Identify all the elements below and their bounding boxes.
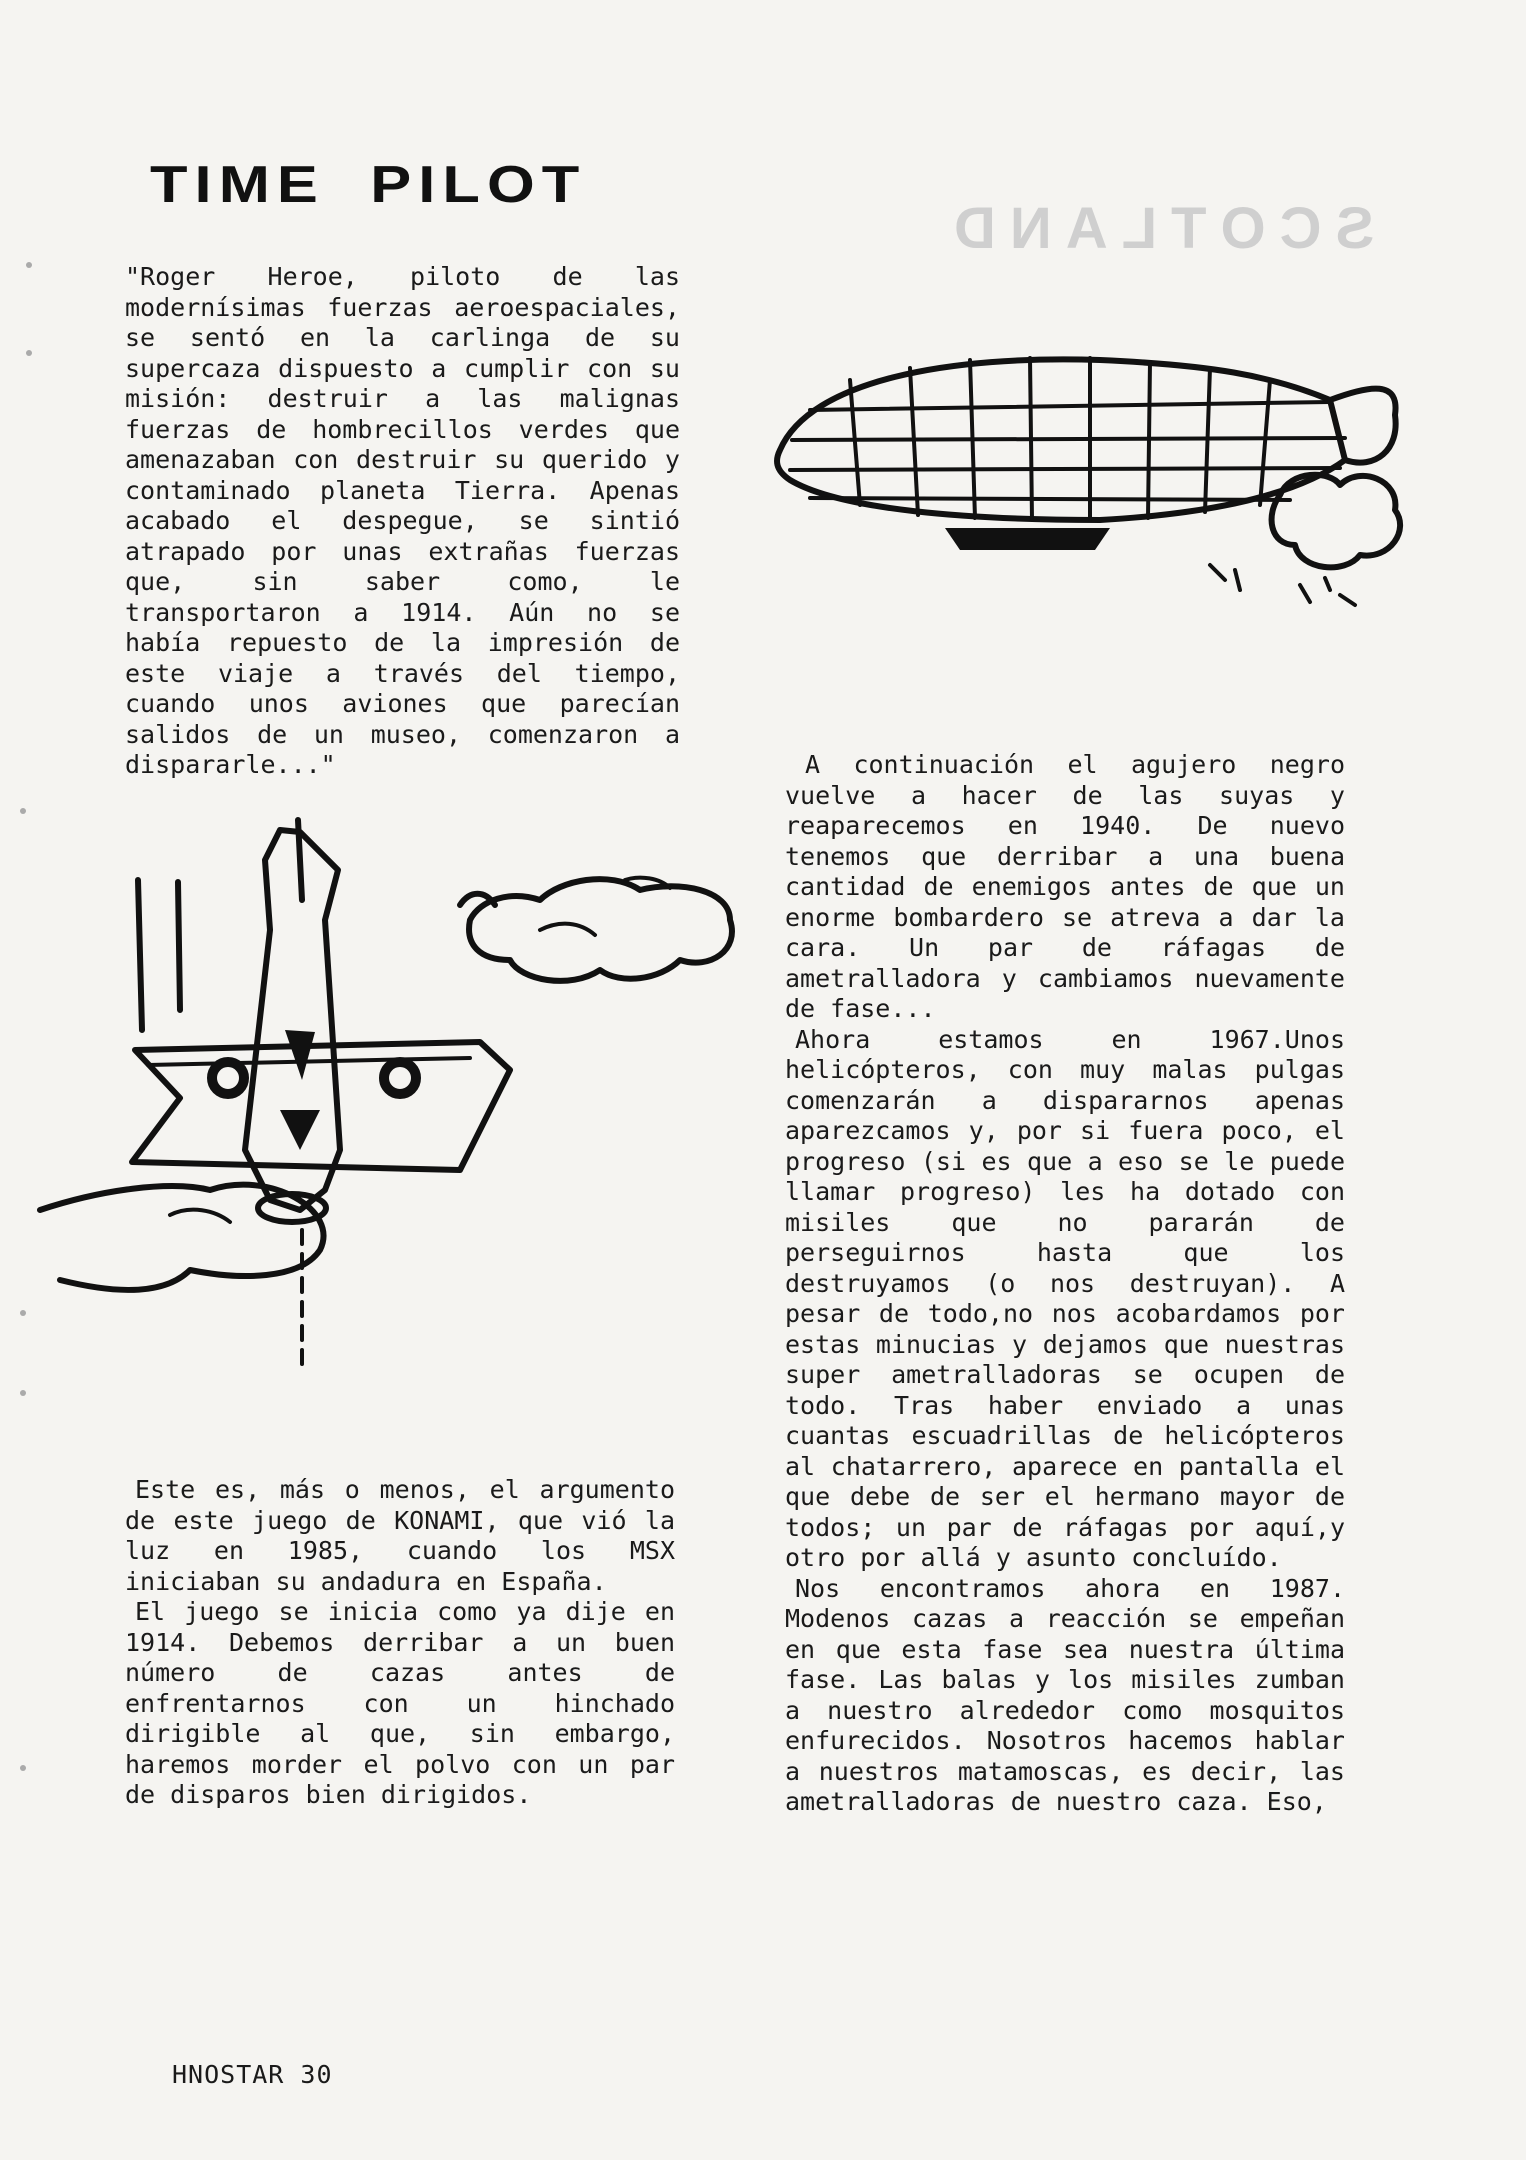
biplane-illustration xyxy=(40,810,750,1370)
intro-quote-text: "Roger Heroe, piloto de las modernísimas fuerzas aeroespaciales, se sentó en la carlinga de su supercaza dispuesto a cumplir con su misión: destruir a las malignas fuerzas de hombrecillos verdes que amenazaban con destruir su querido y contaminado planeta Tierra. Apenas acabado el despegue, se sintió atrapado por unas extrañas fuerzas que, sin saber como, le transportaron a 1914. Aún no se había repuesto de la impresión de este viaje a través del tiempo, cuando unos aviones que parecían salidos de un museo, comenzaron a dispararle..." xyxy=(125,262,680,779)
binder-hole xyxy=(20,1765,26,1771)
intro-quote xyxy=(125,262,680,781)
zeppelin-illustration xyxy=(770,340,1410,610)
binder-hole xyxy=(20,1310,26,1316)
bleed-through-heading: SCOTLAND xyxy=(940,196,1375,261)
paragraph: El juego se inicia como ya dije en 1914. Debemos derribar a un buen número de cazas antes de enfrentarnos con un hinchado dirigible al que, sin embargo, haremos morder el polvo con un par de disparos bien dirigidos. xyxy=(125,1597,675,1809)
paragraph: A continuación el agujero negro vuelve a hacer de las suyas y reaparecemos en 1940. De nuevo tenemos que derribar a una buena cantidad de enemigos antes de que un enorme bombardero se atreva a dar la cara. Un par de ráfagas de ametralladora y cambiamos nuevamente de fase... xyxy=(785,750,1345,1023)
left-column-body xyxy=(125,1475,675,1811)
binder-hole xyxy=(26,262,32,268)
binder-hole xyxy=(20,1390,26,1396)
page-footer: HNOSTAR 30 xyxy=(172,2060,333,2089)
article-title: TIME PILOT xyxy=(150,156,587,214)
paragraph: Este es, más o menos, el argumento de este juego de KONAMI, que vió la luz en 1985, cuando los MSX iniciaban su andadura en España. xyxy=(125,1475,675,1596)
binder-hole xyxy=(20,808,26,814)
right-column-body xyxy=(785,750,1345,1818)
paragraph: Nos encontramos ahora en 1987. Modenos cazas a reacción se empeñan en que esta fase sea nuestra última fase. Las balas y los misiles zumban a nuestro alrededor como mosquitos enfurecidos. Nosotros hacemos hablar a nuestros matamoscas, es decir, las ametralladoras de nuestro caza. Eso, xyxy=(785,1573,1345,1816)
paragraph: Ahora estamos en 1967.Unos helicópteros, con muy malas pulgas comenzarán a dispararnos apenas aparezcamos y, por si fuera poco, el progreso (si es que a eso se le puede llamar progreso) les ha dotado con misiles que no pararán de perseguirnos hasta que los destruyamos (o nos destruyan). A pesar de todo,no nos acobardamos por estas minucias y dejamos que nuestras super ametralladoras se ocupen de todo. Tras haber enviado a unas cuantas escuadrillas de helicópteros al chatarrero, aparece en pantalla el que debe de ser el hermano mayor de todos; un par de ráfagas por aquí,y otro por allá y asunto concluído. xyxy=(785,1024,1345,1572)
binder-hole xyxy=(26,350,32,356)
